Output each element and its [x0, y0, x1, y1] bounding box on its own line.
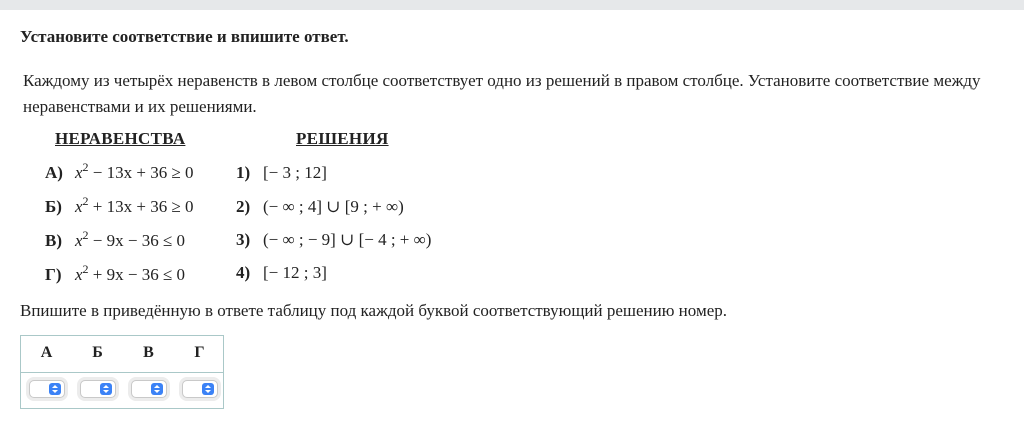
inequality-exponent: 2 [82, 160, 89, 174]
inequality-variable: x [75, 231, 83, 250]
answer-table [20, 335, 224, 409]
answer-table-header [21, 336, 223, 372]
inequality-exponent: 2 [82, 262, 89, 276]
solution-item [236, 196, 404, 218]
answer-column-a: А [40, 344, 53, 361]
solutions-header: РЕШЕНИЯ [296, 129, 389, 148]
inequality-letter: Б) [45, 197, 62, 216]
chevron-up-down-icon [151, 383, 163, 395]
inequality-rest: − 9x − 36 ≤ 0 [88, 231, 186, 250]
solution-number: 1) [236, 163, 251, 182]
solution-item [236, 262, 327, 284]
chevron-up-down-icon [100, 383, 112, 395]
solution-number: 4) [236, 263, 251, 282]
inequality-letter: А) [45, 163, 63, 182]
task-title: Установите соответствие и впишите ответ. [20, 27, 349, 46]
solution-text: (− ∞ ; − 9] ∪ [− 4 ; + ∞) [263, 230, 432, 249]
solution-item [236, 162, 327, 184]
inequality-letter: Г) [45, 265, 62, 284]
answer-select-v[interactable] [131, 380, 167, 398]
inequality-rest: − 13x + 36 ≥ 0 [88, 163, 194, 182]
top-bar [0, 0, 1024, 10]
inequality-exponent: 2 [82, 194, 89, 208]
answer-column-g: Г [194, 344, 205, 361]
inequality-exponent: 2 [82, 228, 89, 242]
inequality-expression [75, 264, 185, 286]
answer-instruction: Впишите в приведённую в ответе таблицу под каждой буквой соответствующий решению номер. [20, 301, 728, 320]
inequality-item [45, 264, 185, 286]
solution-text: (− ∞ ; 4] ∪ [9 ; + ∞) [263, 197, 404, 216]
answer-table-divider [21, 372, 223, 373]
inequality-expression [75, 162, 194, 184]
inequality-rest: + 9x − 36 ≤ 0 [88, 265, 186, 284]
inequality-item [45, 196, 194, 218]
answer-column-b: Б [92, 344, 103, 361]
inequality-item [45, 230, 185, 252]
inequality-item [45, 162, 194, 184]
inequality-letter: В) [45, 231, 62, 250]
solution-text: [− 3 ; 12] [263, 163, 327, 182]
inequality-rest: + 13x + 36 ≥ 0 [88, 197, 194, 216]
inequalities-header: НЕРАВЕНСТВА [55, 129, 186, 148]
solution-number: 2) [236, 197, 251, 216]
chevron-up-down-icon [49, 383, 61, 395]
answer-select-a[interactable] [29, 380, 65, 398]
solution-number: 3) [236, 230, 251, 249]
answer-column-v: В [143, 344, 154, 361]
inequality-variable: x [75, 163, 83, 182]
chevron-up-down-icon [202, 383, 214, 395]
answer-select-g[interactable] [182, 380, 218, 398]
task-statement: Каждому из четырёх неравенств в левом столбце соответствует одно из решений в правом столбце. Установите соответствие между неравенствами и их решениями. [23, 71, 981, 116]
inequality-variable: x [75, 265, 83, 284]
inequality-variable: x [75, 197, 83, 216]
answer-select-b[interactable] [80, 380, 116, 398]
solution-text: [− 12 ; 3] [263, 263, 327, 282]
solution-item [236, 229, 431, 251]
inequality-expression [75, 230, 185, 252]
inequality-expression [75, 196, 194, 218]
